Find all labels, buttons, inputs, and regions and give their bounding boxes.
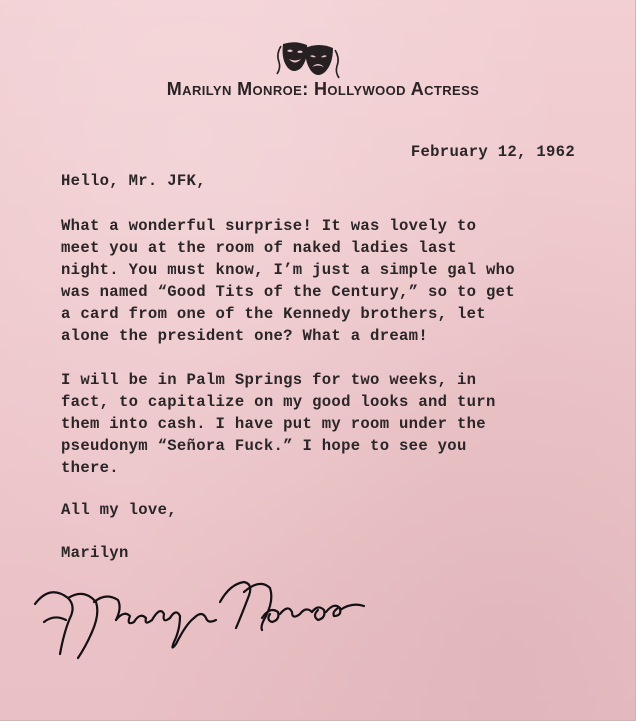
letter-closing: All my love, [61,501,177,519]
letter-date: February 12, 1962 [410,143,575,161]
theater-masks-icon [275,38,341,82]
letterhead-title: Marilyn Monroe: Hollywood Actress [166,79,480,99]
letter-signoff-name: Marilyn [61,544,129,562]
signature-image [30,562,370,662]
letter-paragraph: What a wonderful surprise! It was lovely to meet you at the room of naked ladies last night. You must know, I’m just a simple gal who was named “Good Tits of the Century,” so to get a card from one of the Kennedy brothers, let alone the president one? What a dream! [61,217,515,345]
letter-paragraph: I will be in Palm Springs for two weeks, in fact, to capitalize on my good looks and turn them into cash. I have put my room under the pseudonym “Señora Fuck.” I hope to see you there. [61,371,496,477]
letter-greeting: Hello, Mr. JFK, [61,172,206,190]
